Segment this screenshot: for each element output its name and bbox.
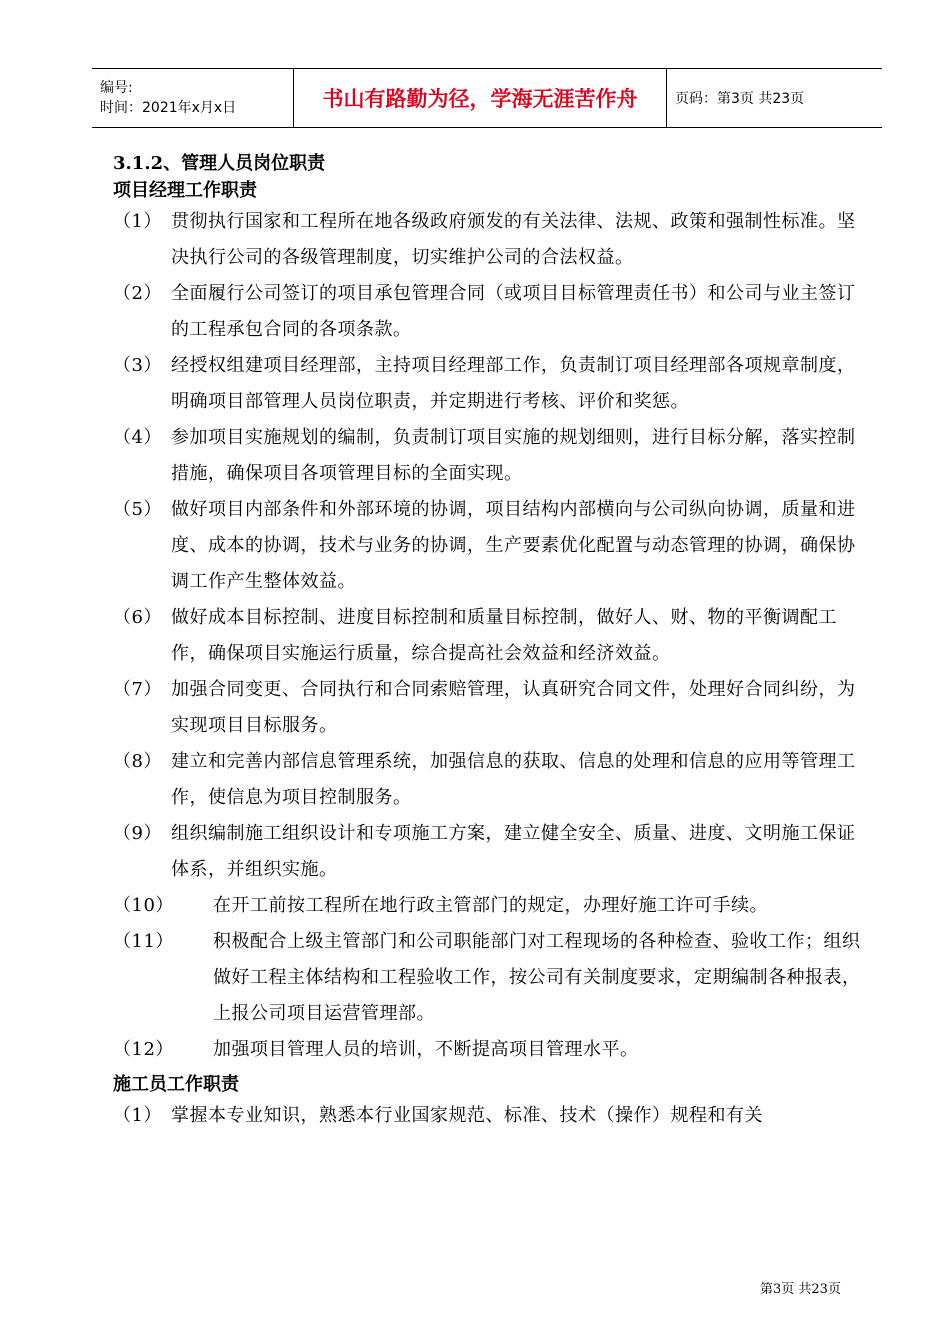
item-number: （5）: [113, 499, 162, 520]
document-body: [113, 145, 873, 1134]
item-text: 组织编制施工组织设计和专项施工方案，建立健全安全、质量、进度、文明施工保证体系，并组织实施。: [171, 823, 856, 880]
item-text: 全面履行公司签订的项目承包管理合同（或项目目标管理责任书）和公司与业主签订的工程承包合同的各项条款。: [171, 283, 856, 340]
item-text: 做好成本目标控制、进度目标控制和质量目标控制，做好人、财、物的平衡调配工作，确保项目实施运行质量，综合提高社会效益和经济效益。: [171, 607, 837, 664]
header-motto: 书山有路勤为径，学海无涯苦作舟: [294, 69, 667, 127]
list-item: [113, 672, 873, 744]
list-item: [113, 348, 873, 420]
item-number: （9）: [113, 823, 162, 844]
section-title: 3.1.2、管理人员岗位职责: [113, 153, 326, 174]
list-item: [113, 492, 873, 600]
header-page-number: 页码：第3页 共23页: [675, 91, 805, 107]
header-meta: [92, 69, 294, 127]
list-item: [113, 744, 873, 816]
list-item: [113, 924, 873, 1032]
item-number: （6）: [113, 607, 162, 628]
list-item: [113, 888, 873, 924]
item-text: 掌握本专业知识，熟悉本行业国家规范、标准、技术（操作）规程和有关: [171, 1105, 763, 1126]
list-item: [113, 600, 873, 672]
item-number: （1）: [113, 211, 162, 232]
item-number: （1）: [113, 1105, 162, 1126]
list-item: [113, 204, 873, 276]
list-item: [113, 420, 873, 492]
time-label: 时间：2021年x月x日: [100, 100, 237, 116]
list-item: [113, 276, 873, 348]
item-text: 积极配合上级主管部门和公司职能部门对工程现场的各种检查、验收工作；组织做好工程主体结构和工程验收工作，按公司有关制度要求，定期编制各种报表，上报公司项目运营管理部。: [213, 931, 861, 1024]
page-header: [92, 68, 882, 128]
item-text: 做好项目内部条件和外部环境的协调，项目结构内部横向与公司纵向协调，质量和进度、成本的协调，技术与业务的协调，生产要素优化配置与动态管理的协调，确保协调工作产生整体效益。: [171, 499, 856, 592]
pm-duties-title: 项目经理工作职责: [113, 180, 257, 201]
code-label: 编号:: [100, 80, 133, 96]
item-text: 在开工前按工程所在地行政主管部门的规定，办理好施工许可手续。: [213, 895, 768, 916]
item-number: （11）: [113, 931, 174, 952]
item-number: （10）: [113, 895, 174, 916]
item-text: 参加项目实施规划的编制，负责制订项目实施的规划细则，进行目标分解，落实控制措施，确保项目各项管理目标的全面实现。: [171, 427, 856, 484]
item-number: （12）: [113, 1039, 174, 1060]
list-item: [113, 1032, 873, 1068]
item-text: 经授权组建项目经理部，主持项目经理部工作，负责制订项目经理部各项规章制度，明确项目部管理人员岗位职责，并定期进行考核、评价和奖惩。: [171, 355, 856, 412]
item-number: （7）: [113, 679, 162, 700]
item-text: 加强项目管理人员的培训，不断提高项目管理水平。: [213, 1039, 639, 1060]
item-number: （3）: [113, 355, 162, 376]
item-number: （2）: [113, 283, 162, 304]
item-text: 加强合同变更、合同执行和合同索赔管理，认真研究合同文件，处理好合同纠纷，为实现项目目标服务。: [171, 679, 856, 736]
page-footer: 第3页 共23页: [760, 1282, 841, 1297]
item-number: （8）: [113, 751, 162, 772]
item-text: 贯彻执行国家和工程所在地各级政府颁发的有关法律、法规、政策和强制性标准。坚决执行公司的各级管理制度，切实维护公司的合法权益。: [171, 211, 856, 268]
item-number: （4）: [113, 427, 162, 448]
item-text: 建立和完善内部信息管理系统，加强信息的获取、信息的处理和信息的应用等管理工作，使信息为项目控制服务。: [171, 751, 856, 808]
list-item: [113, 816, 873, 888]
list-item: [113, 1098, 873, 1134]
worker-duties-title: 施工员工作职责: [113, 1074, 239, 1095]
